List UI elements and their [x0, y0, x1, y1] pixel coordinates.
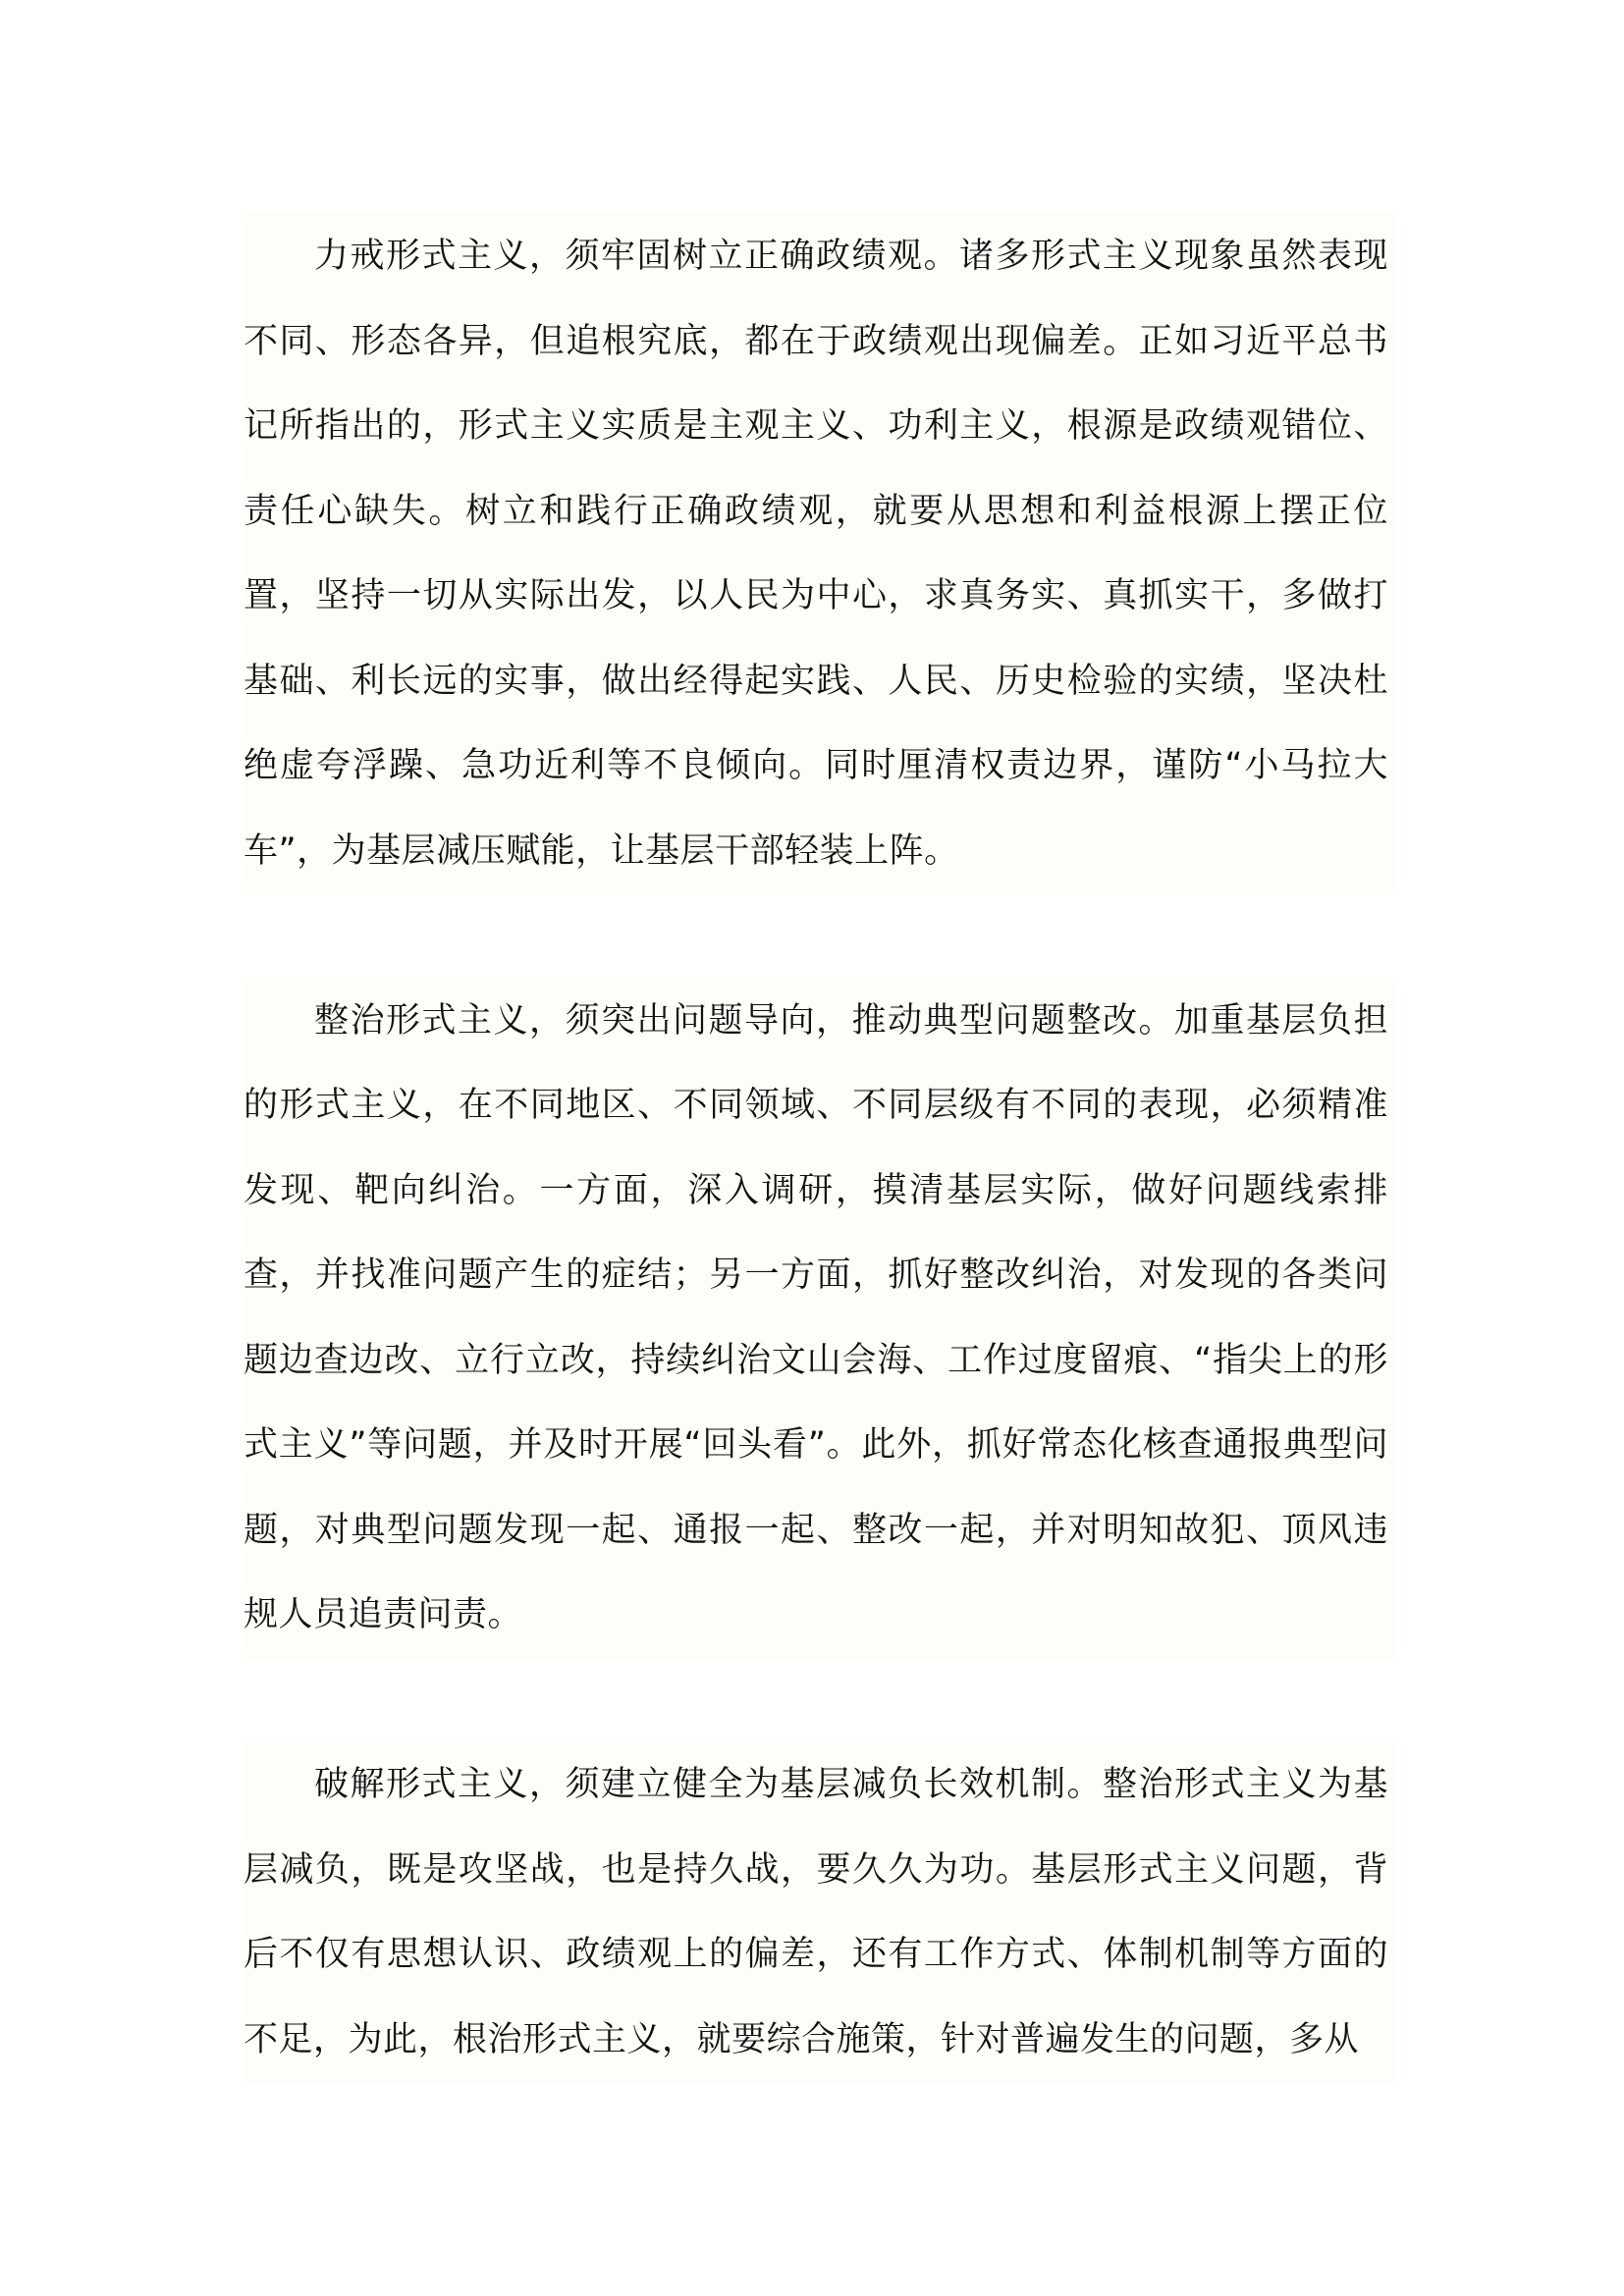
paragraph-2: 整治形式主义，须突出问题导向，推动典型问题整改。加重基层负担的形式主义，在不同地区、不同领域、不同层级有不同的表现，必须精准发现、靶向纠治。一方面，深入调研，摸清基层实际，做好问题线索排查，并找准问题产生的症结；另一方面，抓好整改纠治，对发现的各类问题边查边改、立行立改，持续纠治文山会海、工作过度留痕、“指尖上的形式主义”等问题，并及时开展“回头看”。此外，抓好常态化核查通报典型问题，对典型问题发现一起、通报一起、整改一起，并对明知故犯、顶风违规人员追责问责。 — [244, 979, 1394, 1658]
paragraph-1: 力戒形式主义，须牢固树立正确政绩观。诸多形式主义现象虽然表现不同、形态各异，但追根究底，都在于政绩观出现偏差。正如习近平总书记所指出的，形式主义实质是主观主义、功利主义，根源是政绩观错位、责任心缺失。树立和践行正确政绩观，就要从思想和利益根源上摆正位置，坚持一切从实际出发，以人民为中心，求真务实、真抓实干，多做打基础、利长远的实事，做出经得起实践、人民、历史检验的实绩，坚决杜绝虚夸浮躁、急功近利等不良倾向。同时厘清权责边界，谨防“小马拉大车”，为基层减压赋能，让基层干部轻装上阵。 — [244, 214, 1394, 893]
document-body — [244, 214, 1394, 2082]
paragraph-3: 破解形式主义，须建立健全为基层减负长效机制。整治形式主义为基层减负，既是攻坚战，也是持久战，要久久为功。基层形式主义问题，背后不仅有思想认识、政绩观上的偏差，还有工作方式、体制机制等方面的不足，为此，根治形式主义，就要综合施策，针对普遍发生的问题，多从 — [244, 1742, 1394, 2082]
